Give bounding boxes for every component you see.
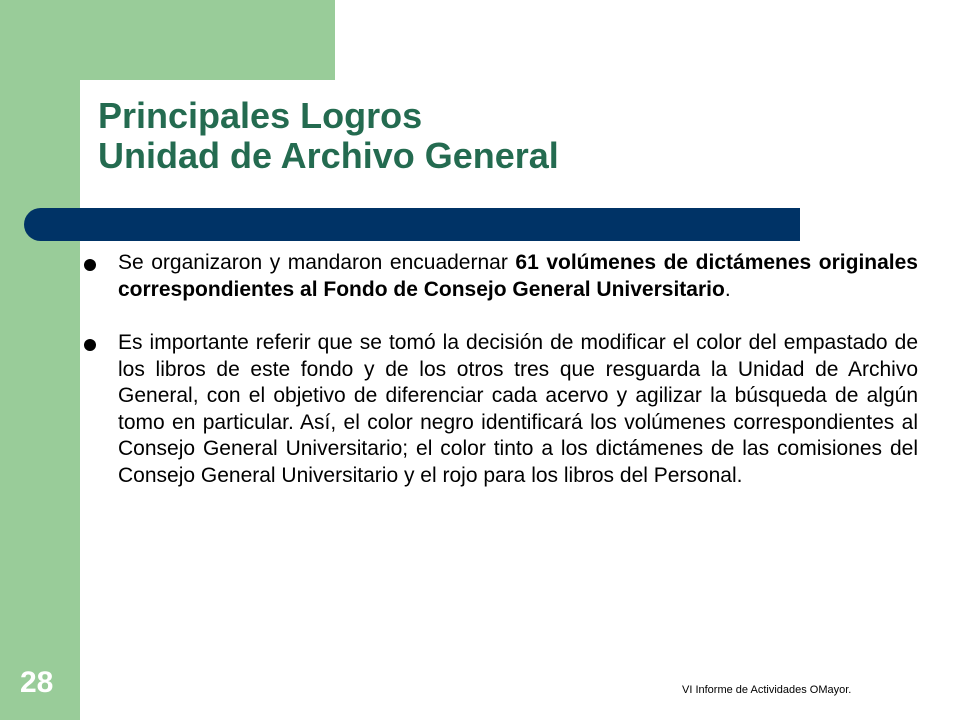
bullet-1-text-end: . bbox=[724, 277, 731, 301]
title-line-1: Principales Logros bbox=[98, 95, 423, 136]
slide-title bbox=[98, 96, 559, 176]
title-divider-bar bbox=[24, 208, 800, 241]
bullet-dot-icon bbox=[84, 339, 96, 351]
bullet-list bbox=[80, 250, 918, 489]
bullet-item bbox=[80, 330, 918, 489]
top-green-panel bbox=[80, 0, 335, 80]
bullet-1-bold-text: 61 volúmenes de dictámenes originales correspondientes al Fondo de Consejo General Universitario bbox=[118, 251, 918, 301]
bullet-1-text-start: Se organizaron y mandaron encuadernar bbox=[118, 251, 516, 274]
slide-number: 28 bbox=[20, 666, 54, 699]
bullet-2-text: Es importante referir que se tomó la decisión de modificar el color del empastado de los libros de este fondo y de los otros tres que resguarda la Unidad de Archivo General, con el objetivo de diferenciar cada acervo y agilizar la búsqueda de algún tomo en particular. Así, el color negro identificará los volúmenes correspondientes al Consejo General Universitario; el color tinto a los dictámenes de las comisiones del Consejo General Universitario y el rojo para los libros del Personal. bbox=[118, 331, 918, 487]
bullet-item bbox=[80, 250, 918, 303]
sidebar-green-panel bbox=[0, 0, 80, 720]
footer-text: VI Informe de Actividades OMayor. bbox=[682, 684, 852, 696]
bullet-dot-icon bbox=[84, 259, 96, 271]
title-line-2: Unidad de Archivo General bbox=[98, 135, 559, 176]
